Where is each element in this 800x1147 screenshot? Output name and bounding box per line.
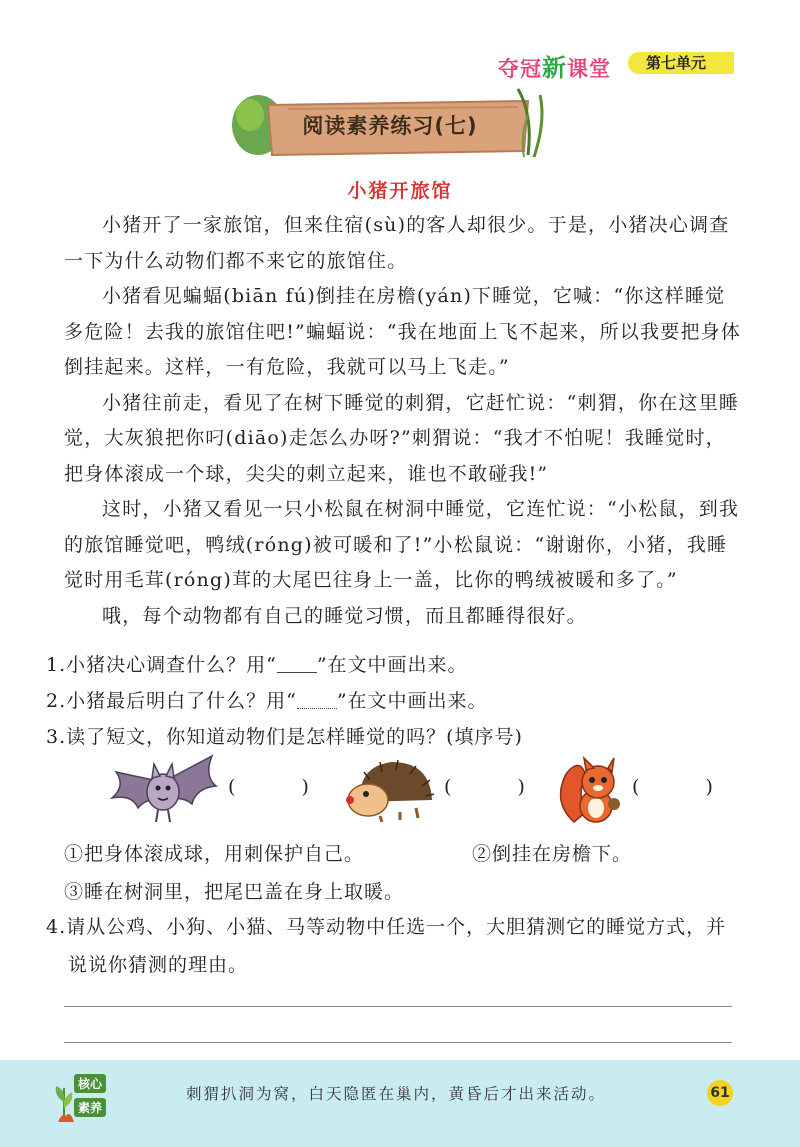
paragraph: 这时，小猪又看见一只小松鼠在树洞中睡觉，它连忙说：“小松鼠，到我的旅馆睡觉吧，鸭绒(róng)被可暖和了!”小松鼠说：“谢谢你，小猪，我睡觉时用毛茸(róng)茸的大尾巴往身上一盖，比你的鸭绒被暖和多了。” (64, 498, 740, 591)
core-literacy-badge (52, 1072, 118, 1128)
story-body (64, 208, 742, 634)
story-title: 小猪开旅馆 (347, 180, 453, 202)
question-3: 3.读了短文，你知道动物们是怎样睡觉的吗？(填序号) (46, 726, 523, 748)
answer-line[interactable] (64, 1042, 732, 1043)
answer-options (64, 835, 744, 911)
question-2: 2.小猪最后明白了什么？用“ ”在文中画出来。 (46, 690, 488, 712)
questions (46, 647, 746, 755)
wavy-line-sample (297, 688, 337, 709)
question-4: 4.请从公鸡、小狗、小猫、马等动物中任选一个，大胆猜测它的睡觉方式，并说说你猜测的理由。 (46, 916, 727, 976)
answer-line[interactable] (64, 1006, 732, 1007)
question-4-block (46, 908, 746, 984)
badge-label-1: 核心 (74, 1074, 106, 1093)
badge-label-2: 素养 (74, 1098, 106, 1117)
animal-pictures (0, 752, 800, 832)
answer-paren-1[interactable]: ( ) (228, 776, 339, 798)
plant-icon (52, 1078, 76, 1122)
brand-logo: 夺冠新课堂 (498, 54, 611, 82)
footer-note: 刺猬扒洞为窝，白天隐匿在巢内，黄昏后才出来活动。 (186, 1085, 607, 1103)
option-1: ①把身体滚成球，用刺保护自己。 (64, 843, 365, 865)
paragraph: 小猪往前走，看见了在树下睡觉的刺猬，它赶忙说：“刺猬，你在这里睡觉，大灰狼把你叼(diāo)走怎么办呀?”刺猬说：“我才不怕呢！我睡觉时，把身体滚成一个球，尖尖的刺立起来，谁也不敢碰我!” (64, 391, 740, 485)
option-3: ③睡在树洞里，把尾巴盖在身上取暖。 (64, 881, 405, 903)
underline-sample (277, 652, 317, 673)
page-number: 61 (707, 1080, 733, 1106)
exercise-title: 阅读素养练习(七) (302, 114, 478, 138)
answer-paren-3[interactable]: ( ) (632, 776, 743, 798)
option-2: ②倒挂在房檐下。 (472, 843, 633, 865)
answer-paren-2[interactable]: ( ) (444, 776, 555, 798)
paragraph: 哦，每个动物都有自己的睡觉习惯，而且都睡得很好。 (102, 604, 587, 627)
squirrel-icon (556, 752, 626, 828)
paragraph: 小猪开了一家旅馆，但来住宿(sù)的客人却很少。于是，小猪决心调查一下为什么动物们都不来它的旅馆住。 (64, 214, 730, 272)
footer (0, 1060, 800, 1147)
question-1: 1.小猪决心调查什么？用“ ”在文中画出来。 (46, 654, 468, 676)
bat-icon (108, 752, 218, 828)
hedgehog-icon (340, 756, 436, 822)
unit-tag: 第七单元 (628, 52, 734, 74)
paragraph: 小猪看见蝙蝠(biān fú)倒挂在房檐(yán)下睡觉，它喊：“你这样睡觉多危险！去我的旅馆住吧!”蝙蝠说：“我在地面上飞不起来，所以我要把身体倒挂起来。这样，一有危险，我就可以马上飞走。” (64, 285, 742, 378)
